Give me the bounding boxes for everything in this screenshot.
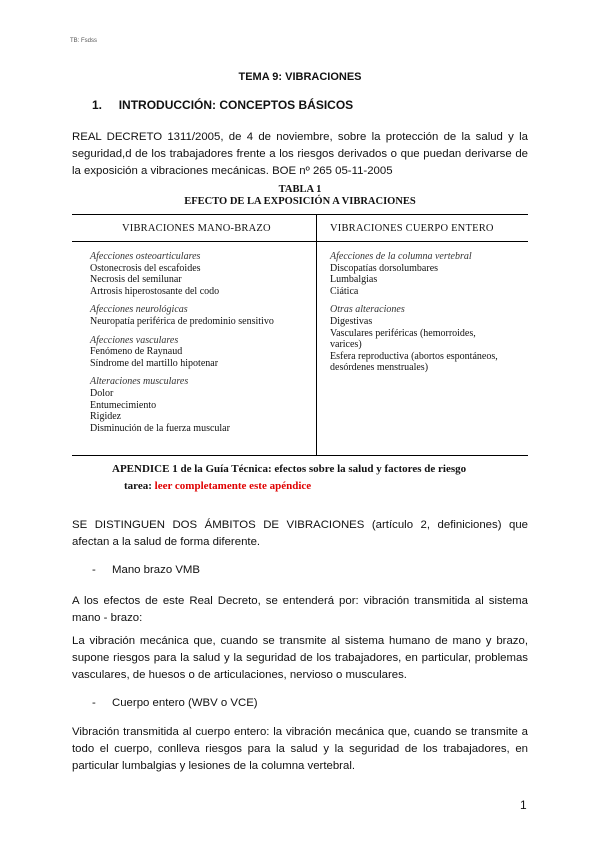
list-item: Rigidez [90, 411, 122, 423]
list-item: Fenómeno de Raynaud [90, 346, 183, 358]
col1-header: VIBRACIONES MANO-BRAZO [122, 223, 271, 234]
list-item: Ostonecrosis del escafoides [90, 262, 201, 274]
bullet-mano-brazo [92, 564, 200, 576]
group-heading: Alteraciones musculares [90, 376, 189, 388]
col2-body [330, 251, 526, 381]
bullet-cuerpo-entero [92, 697, 258, 709]
col2-header: VIBRACIONES CUERPO ENTERO [330, 223, 494, 234]
list-item: Digestivas [330, 315, 373, 327]
bullet-dash: - [92, 697, 96, 709]
table-title-line2: EFECTO DE LA EXPOSICIÓN A VIBRACIONES [184, 196, 416, 207]
bullet-dash: - [92, 564, 96, 576]
col1-group [90, 251, 310, 297]
col1-group [90, 335, 310, 370]
paragraph-vibracion-mecanica: La vibración mecánica que, cuando se transmite al sistema humano de mano y brazo, supone riesgos para la salud y la seguridad de los trabajadores, en particular, problemas vasculares, de huesos o de articulaciones, nervioso o musculares. [72, 635, 528, 681]
list-item: Dolor [90, 387, 114, 399]
appendix-task-label: tarea: [124, 480, 155, 492]
list-item: Vasculares periféricas (hemorroides, [330, 327, 476, 339]
section-heading [92, 98, 353, 112]
list-item: desórdenes menstruales) [330, 362, 429, 374]
group-heading: Otras alteraciones [330, 304, 405, 316]
appendix-task-highlight: leer completamente este apéndice [154, 480, 312, 492]
group-heading: Afecciones neurológicas [90, 304, 188, 316]
group-heading: Afecciones de la columna vertebral [330, 251, 472, 262]
bullet-text: Cuerpo entero (WBV o VCE) [112, 697, 258, 709]
col1-body [90, 251, 310, 441]
col2-group [330, 304, 526, 374]
list-item: Esfera reproductiva (abortos espontáneos, [330, 350, 498, 362]
col1-group [90, 304, 310, 327]
paragraph-distinguen: SE DISTINGUEN DOS ÁMBITOS DE VIBRACIONES (artículo 2, definiciones) que afectan a la salud de forma diferente. [72, 519, 528, 548]
paragraph-cuerpo-entero: Vibración transmitida al cuerpo entero: la vibración mecánica que, cuando se transmite a todo el cuerpo, conlleva riesgos para la salud y la seguridad de los trabajadores, en particular lumbalgias y lesiones de la columna vertebral. [72, 726, 528, 772]
paragraph-efectos: A los efectos de este Real Decreto, se entenderá por: vibración transmitida al sistema mano - brazo: [72, 595, 528, 624]
list-item: Discopatías dorsolumbares [330, 262, 439, 274]
list-item: varices) [330, 339, 362, 351]
col1-group [90, 376, 310, 434]
col2-group [330, 251, 526, 297]
list-item: Ciática [330, 285, 359, 297]
page-title: TEMA 9: VIBRACIONES [238, 71, 362, 83]
appendix-note [112, 461, 466, 495]
intro-paragraph: REAL DECRETO 1311/2005, de 4 de noviembre, sobre la protección de la salud y la seguridad,d de los trabajadores frente a los riesgos derivados o que puedan derivarse de la exposición a vibraciones mecánicas. BOE nº 265 05-11-2005 [72, 131, 528, 177]
table-title-line1: TABLA 1 [278, 184, 322, 195]
group-heading: Afecciones osteoarticulares [90, 251, 201, 262]
appendix-line1: APENDICE 1 de la Guía Técnica: efectos sobre la salud y factores de riesgo [112, 463, 467, 475]
appendix-line2 [112, 478, 466, 495]
list-item: Disminución de la fuerza muscular [90, 422, 230, 434]
list-item: Lumbalgias [330, 274, 378, 286]
list-item: Entumecimiento [90, 399, 157, 411]
list-item: Artrosis hiperostosante del codo [90, 285, 220, 297]
list-item: Necrosis del semilunar [90, 274, 182, 286]
page-number: 1 [520, 798, 527, 812]
table-column-divider [316, 215, 317, 455]
bullet-text: Mano brazo VMB [112, 564, 200, 576]
section-title: INTRODUCCIÓN: CONCEPTOS BÁSICOS [118, 98, 354, 112]
effects-table [72, 214, 528, 456]
header-note: TB: Fsdss [70, 38, 98, 44]
group-heading: Afecciones vasculares [90, 334, 179, 346]
section-number: 1. [92, 98, 103, 112]
list-item: Neuropatía periférica de predominio sensitivo [90, 315, 274, 327]
list-item: Síndrome del martillo hipotenar [90, 357, 219, 369]
